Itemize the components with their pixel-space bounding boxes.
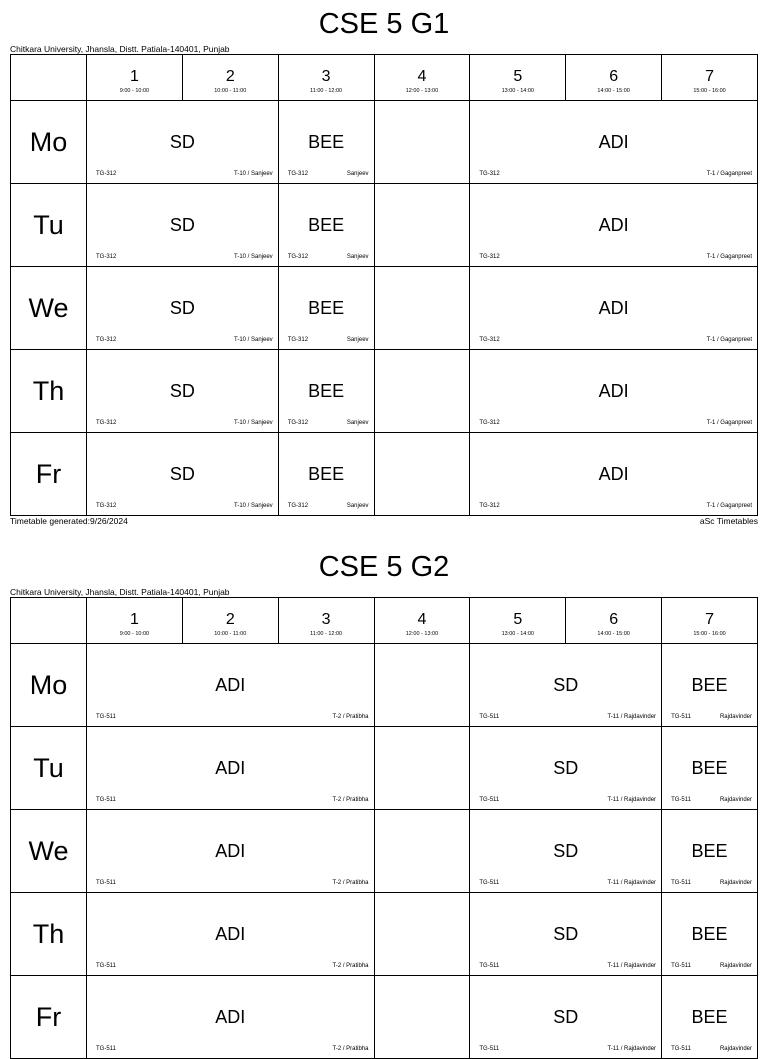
period-time: 10:00 - 11:00 bbox=[214, 631, 247, 637]
room-label: TG-511 bbox=[96, 880, 116, 886]
period-time: 15:00 - 16:00 bbox=[693, 631, 726, 637]
lesson-cell bbox=[87, 727, 375, 810]
teacher-label: T-10 / Sanjeev bbox=[233, 254, 273, 260]
generated-date: Timetable generated:9/26/2024 bbox=[10, 516, 128, 526]
subject-name: SD bbox=[553, 1007, 579, 1027]
day-row bbox=[11, 350, 758, 433]
period-number: 3 bbox=[321, 68, 331, 85]
subject-name: BEE bbox=[691, 675, 728, 695]
teacher-label: T-2 / Pratibha bbox=[332, 714, 369, 720]
period-time: 11:00 - 12:00 bbox=[310, 631, 343, 637]
teacher-label: T-1 / Gaganpreet bbox=[706, 420, 752, 426]
lesson-cell bbox=[470, 976, 662, 1059]
empty-slot bbox=[374, 976, 470, 1059]
header-row bbox=[11, 598, 758, 644]
period-time: 13:00 - 14:00 bbox=[501, 631, 534, 637]
day-label: Tu bbox=[11, 727, 87, 810]
subject-name: BEE bbox=[691, 841, 728, 861]
room-label: TG-312 bbox=[479, 503, 500, 509]
subject-name: SD bbox=[553, 758, 579, 778]
period-header bbox=[662, 598, 758, 644]
brand-label: aSc Timetables bbox=[699, 516, 758, 526]
subject-name: BEE bbox=[308, 381, 345, 401]
room-label: TG-511 bbox=[671, 1046, 691, 1052]
period-header bbox=[182, 55, 278, 101]
lesson-cell bbox=[278, 350, 374, 433]
subject-name: ADI bbox=[598, 381, 629, 401]
room-label: TG-511 bbox=[96, 797, 116, 803]
period-number: 5 bbox=[513, 611, 523, 628]
lesson-cell bbox=[470, 727, 662, 810]
teacher-label: T-2 / Pratibha bbox=[332, 880, 369, 886]
room-label: TG-511 bbox=[671, 714, 691, 720]
teacher-label: T-1 / Gaganpreet bbox=[706, 337, 752, 343]
teacher-label: T-11 / Rajdavinder bbox=[607, 963, 657, 969]
period-time: 10:00 - 11:00 bbox=[214, 88, 247, 94]
timetable-grid bbox=[10, 597, 758, 1059]
subject-name: ADI bbox=[215, 841, 246, 861]
teacher-label: Sanjeev bbox=[346, 420, 369, 426]
subject-name: BEE bbox=[691, 758, 728, 778]
lesson-cell bbox=[470, 644, 662, 727]
corner-cell bbox=[11, 55, 87, 101]
period-time: 9:00 - 10:00 bbox=[119, 631, 150, 637]
teacher-label: Sanjeev bbox=[346, 503, 369, 509]
room-label: TG-312 bbox=[96, 254, 117, 260]
subject-name: ADI bbox=[215, 675, 246, 695]
subject-name: BEE bbox=[308, 132, 345, 152]
period-time: 9:00 - 10:00 bbox=[119, 88, 150, 94]
day-row bbox=[11, 433, 758, 516]
timetable-g1 bbox=[0, 8, 768, 528]
teacher-label: Rajdavinder bbox=[719, 880, 752, 886]
room-label: TG-312 bbox=[96, 171, 117, 177]
period-header bbox=[278, 55, 374, 101]
period-header bbox=[566, 598, 662, 644]
lesson-cell bbox=[278, 433, 374, 516]
empty-slot bbox=[374, 433, 470, 516]
empty-slot bbox=[374, 644, 470, 727]
room-label: TG-312 bbox=[479, 337, 500, 343]
day-row bbox=[11, 976, 758, 1059]
teacher-label: T-11 / Rajdavinder bbox=[607, 797, 657, 803]
room-label: TG-511 bbox=[479, 1046, 500, 1052]
lesson-cell bbox=[470, 184, 758, 267]
day-label: Th bbox=[11, 893, 87, 976]
day-row bbox=[11, 267, 758, 350]
room-label: TG-312 bbox=[479, 171, 500, 177]
room-label: TG-312 bbox=[96, 337, 117, 343]
lesson-cell bbox=[470, 433, 758, 516]
empty-slot bbox=[374, 184, 470, 267]
period-time: 14:00 - 15:00 bbox=[597, 88, 630, 94]
teacher-label: T-11 / Rajdavinder bbox=[607, 880, 657, 886]
teacher-label: T-2 / Pratibha bbox=[332, 797, 369, 803]
subject-name: BEE bbox=[308, 215, 345, 235]
subject-name: SD bbox=[553, 924, 579, 944]
lesson-cell bbox=[87, 101, 279, 184]
period-time: 12:00 - 13:00 bbox=[405, 88, 439, 94]
period-number: 5 bbox=[513, 68, 523, 85]
teacher-label: Sanjeev bbox=[346, 254, 369, 260]
empty-slot bbox=[374, 810, 470, 893]
period-header bbox=[278, 598, 374, 644]
day-label: Tu bbox=[11, 184, 87, 267]
period-number: 6 bbox=[609, 68, 619, 85]
teacher-label: T-1 / Gaganpreet bbox=[706, 171, 752, 177]
room-label: TG-312 bbox=[479, 254, 500, 260]
teacher-label: T-10 / Sanjeev bbox=[233, 420, 273, 426]
lesson-cell bbox=[87, 976, 375, 1059]
subject-name: SD bbox=[169, 215, 195, 235]
subject-name: BEE bbox=[691, 1007, 728, 1027]
empty-slot bbox=[374, 727, 470, 810]
day-label: We bbox=[11, 810, 87, 893]
day-row bbox=[11, 644, 758, 727]
room-label: TG-312 bbox=[287, 503, 309, 509]
teacher-label: T-10 / Sanjeev bbox=[233, 337, 273, 343]
teacher-label: Rajdavinder bbox=[719, 714, 752, 720]
period-header bbox=[662, 55, 758, 101]
period-number: 1 bbox=[129, 68, 139, 85]
subject-name: SD bbox=[553, 841, 579, 861]
teacher-label: Sanjeev bbox=[346, 337, 369, 343]
lesson-cell bbox=[470, 893, 662, 976]
period-time: 13:00 - 14:00 bbox=[501, 88, 534, 94]
lesson-cell bbox=[662, 727, 758, 810]
period-number: 6 bbox=[609, 611, 619, 628]
day-label: Th bbox=[11, 350, 87, 433]
lesson-cell bbox=[87, 184, 279, 267]
lesson-cell bbox=[278, 101, 374, 184]
subject-name: SD bbox=[169, 381, 195, 401]
subject-name: SD bbox=[169, 298, 195, 318]
room-label: TG-511 bbox=[96, 714, 116, 720]
day-label: Mo bbox=[11, 644, 87, 727]
period-number: 7 bbox=[705, 611, 714, 628]
timetable-grid bbox=[10, 54, 758, 516]
lesson-cell bbox=[662, 893, 758, 976]
room-label: TG-312 bbox=[287, 337, 309, 343]
subject-name: ADI bbox=[598, 464, 629, 484]
teacher-label: T-11 / Rajdavinder bbox=[607, 714, 657, 720]
timetable-title: CSE 5 G1 bbox=[318, 8, 450, 40]
teacher-label: T-10 / Sanjeev bbox=[233, 503, 273, 509]
lesson-cell bbox=[662, 644, 758, 727]
lesson-cell bbox=[87, 810, 375, 893]
subject-name: ADI bbox=[598, 132, 629, 152]
day-row bbox=[11, 810, 758, 893]
subject-name: SD bbox=[169, 132, 195, 152]
day-row bbox=[11, 101, 758, 184]
lesson-cell bbox=[662, 976, 758, 1059]
period-number: 7 bbox=[705, 68, 714, 85]
day-label: Fr bbox=[11, 976, 87, 1059]
period-number: 1 bbox=[129, 611, 139, 628]
teacher-label: Rajdavinder bbox=[719, 963, 752, 969]
lesson-cell bbox=[87, 644, 375, 727]
lesson-cell bbox=[87, 267, 279, 350]
lesson-cell bbox=[87, 350, 279, 433]
lesson-cell bbox=[470, 101, 758, 184]
institution-name: Chitkara University, Jhansla, Distt. Patiala-140401, Punjab bbox=[10, 587, 230, 597]
empty-slot bbox=[374, 267, 470, 350]
period-time: 15:00 - 16:00 bbox=[693, 88, 726, 94]
period-header bbox=[87, 598, 183, 644]
day-row bbox=[11, 184, 758, 267]
period-number: 4 bbox=[417, 68, 427, 85]
timetable-g2 bbox=[0, 551, 768, 1052]
period-number: 2 bbox=[225, 68, 235, 85]
subject-name: ADI bbox=[215, 758, 246, 778]
subject-name: ADI bbox=[215, 1007, 246, 1027]
room-label: TG-312 bbox=[287, 171, 309, 177]
room-label: TG-511 bbox=[671, 880, 691, 886]
period-number: 2 bbox=[225, 611, 235, 628]
period-number: 4 bbox=[417, 611, 427, 628]
room-label: TG-511 bbox=[479, 797, 500, 803]
subject-name: SD bbox=[169, 464, 195, 484]
period-header bbox=[87, 55, 183, 101]
period-header bbox=[374, 55, 470, 101]
period-header bbox=[374, 598, 470, 644]
room-label: TG-312 bbox=[287, 420, 309, 426]
empty-slot bbox=[374, 893, 470, 976]
period-number: 3 bbox=[321, 611, 331, 628]
period-header bbox=[470, 598, 566, 644]
period-time: 11:00 - 12:00 bbox=[310, 88, 343, 94]
teacher-label: T-1 / Gaganpreet bbox=[706, 254, 752, 260]
subject-name: ADI bbox=[598, 298, 629, 318]
lesson-cell bbox=[470, 350, 758, 433]
lesson-cell bbox=[87, 893, 375, 976]
room-label: TG-511 bbox=[479, 880, 500, 886]
empty-slot bbox=[374, 350, 470, 433]
lesson-cell bbox=[87, 433, 279, 516]
day-row bbox=[11, 893, 758, 976]
lesson-cell bbox=[470, 810, 662, 893]
period-time: 14:00 - 15:00 bbox=[597, 631, 630, 637]
corner-cell bbox=[11, 598, 87, 644]
room-label: TG-511 bbox=[96, 1046, 116, 1052]
day-row bbox=[11, 727, 758, 810]
teacher-label: Sanjeev bbox=[346, 171, 369, 177]
day-label: Fr bbox=[11, 433, 87, 516]
teacher-label: T-2 / Pratibha bbox=[332, 963, 369, 969]
room-label: TG-511 bbox=[479, 963, 500, 969]
lesson-cell bbox=[662, 810, 758, 893]
subject-name: BEE bbox=[691, 924, 728, 944]
day-label: We bbox=[11, 267, 87, 350]
header-row bbox=[11, 55, 758, 101]
lesson-cell bbox=[278, 267, 374, 350]
room-label: TG-312 bbox=[96, 503, 117, 509]
teacher-label: T-1 / Gaganpreet bbox=[706, 503, 752, 509]
period-header bbox=[470, 55, 566, 101]
teacher-label: T-2 / Pratibha bbox=[332, 1046, 369, 1052]
subject-name: ADI bbox=[215, 924, 246, 944]
timetable-title: CSE 5 G2 bbox=[318, 551, 450, 583]
room-label: TG-312 bbox=[479, 420, 500, 426]
day-label: Mo bbox=[11, 101, 87, 184]
period-time: 12:00 - 13:00 bbox=[405, 631, 439, 637]
room-label: TG-511 bbox=[96, 963, 116, 969]
room-label: TG-511 bbox=[479, 714, 500, 720]
room-label: TG-511 bbox=[671, 797, 691, 803]
lesson-cell bbox=[470, 267, 758, 350]
empty-slot bbox=[374, 101, 470, 184]
subject-name: BEE bbox=[308, 464, 345, 484]
teacher-label: T-11 / Rajdavinder bbox=[607, 1046, 657, 1052]
room-label: TG-312 bbox=[287, 254, 309, 260]
teacher-label: Rajdavinder bbox=[719, 1046, 752, 1052]
teacher-label: Rajdavinder bbox=[719, 797, 752, 803]
lesson-cell bbox=[278, 184, 374, 267]
period-header bbox=[566, 55, 662, 101]
teacher-label: T-10 / Sanjeev bbox=[233, 171, 273, 177]
subject-name: ADI bbox=[598, 215, 629, 235]
subject-name: BEE bbox=[308, 298, 345, 318]
room-label: TG-511 bbox=[671, 963, 691, 969]
subject-name: SD bbox=[553, 675, 579, 695]
room-label: TG-312 bbox=[96, 420, 117, 426]
period-header bbox=[182, 598, 278, 644]
institution-name: Chitkara University, Jhansla, Distt. Patiala-140401, Punjab bbox=[10, 44, 230, 54]
